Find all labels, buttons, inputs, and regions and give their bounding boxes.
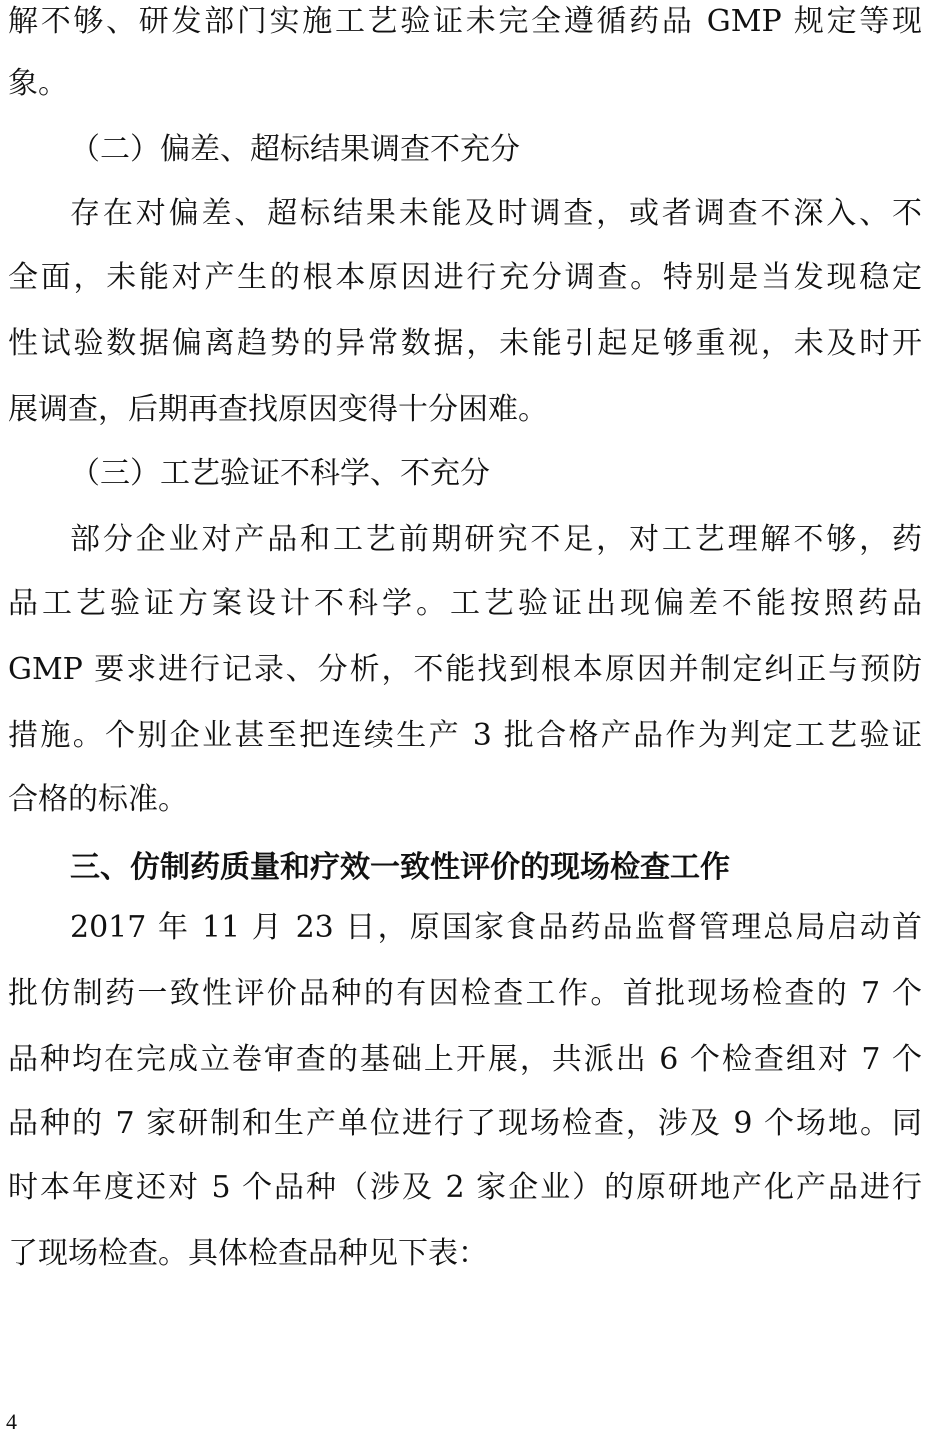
paragraph-1-line-2: 象。	[8, 66, 68, 101]
paragraph-2-line-4: 展调查，后期再查找原因变得十分困难。	[8, 392, 548, 427]
paragraph-3-line-5: 合格的标准。	[8, 782, 188, 817]
page-number: 4	[6, 1409, 17, 1434]
section-heading-consistency-evaluation: 三、仿制药质量和疗效一致性评价的现场检查工作	[70, 850, 730, 885]
paragraph-4-line-4: 品种的 7 家研制和生产单位进行了现场检查，涉及 9 个场地。同	[8, 1106, 922, 1141]
paragraph-1-line-1: 解不够、研发部门实施工艺验证未完全遵循药品 GMP 规定等现	[8, 4, 922, 39]
paragraph-2-line-3: 性试验数据偏离趋势的异常数据，未能引起足够重视，未及时开	[8, 326, 922, 361]
paragraph-2-line-2: 全面，未能对产生的根本原因进行充分调查。特别是当发现稳定	[8, 260, 922, 295]
paragraph-4-line-6: 了现场检查。具体检查品种见下表：	[8, 1236, 488, 1271]
paragraph-3-line-1: 部分企业对产品和工艺前期研究不足，对工艺理解不够，药	[70, 522, 922, 557]
paragraph-4-line-5: 时本年度还对 5 个品种（涉及 2 家企业）的原研地产化产品进行	[8, 1170, 922, 1205]
paragraph-4-line-3: 品种均在完成立卷审查的基础上开展，共派出 6 个检查组对 7 个	[8, 1042, 922, 1077]
paragraph-3-line-2: 品工艺验证方案设计不科学。工艺验证出现偏差不能按照药品	[8, 586, 922, 621]
paragraph-3-line-4: 措施。个别企业甚至把连续生产 3 批合格产品作为判定工艺验证	[8, 718, 922, 753]
paragraph-2-line-1: 存在对偏差、超标结果未能及时调查，或者调查不深入、不	[70, 196, 922, 231]
paragraph-4-line-2: 批仿制药一致性评价品种的有因检查工作。首批现场检查的 7 个	[8, 976, 922, 1011]
subheading-deviation-investigation: （二）偏差、超标结果调查不充分	[70, 132, 520, 167]
paragraph-4-line-1: 2017 年 11 月 23 日，原国家食品药品监督管理总局启动首	[70, 910, 922, 945]
paragraph-3-line-3: GMP 要求进行记录、分析，不能找到根本原因并制定纠正与预防	[8, 652, 922, 687]
subheading-process-validation: （三）工艺验证不科学、不充分	[70, 456, 490, 491]
